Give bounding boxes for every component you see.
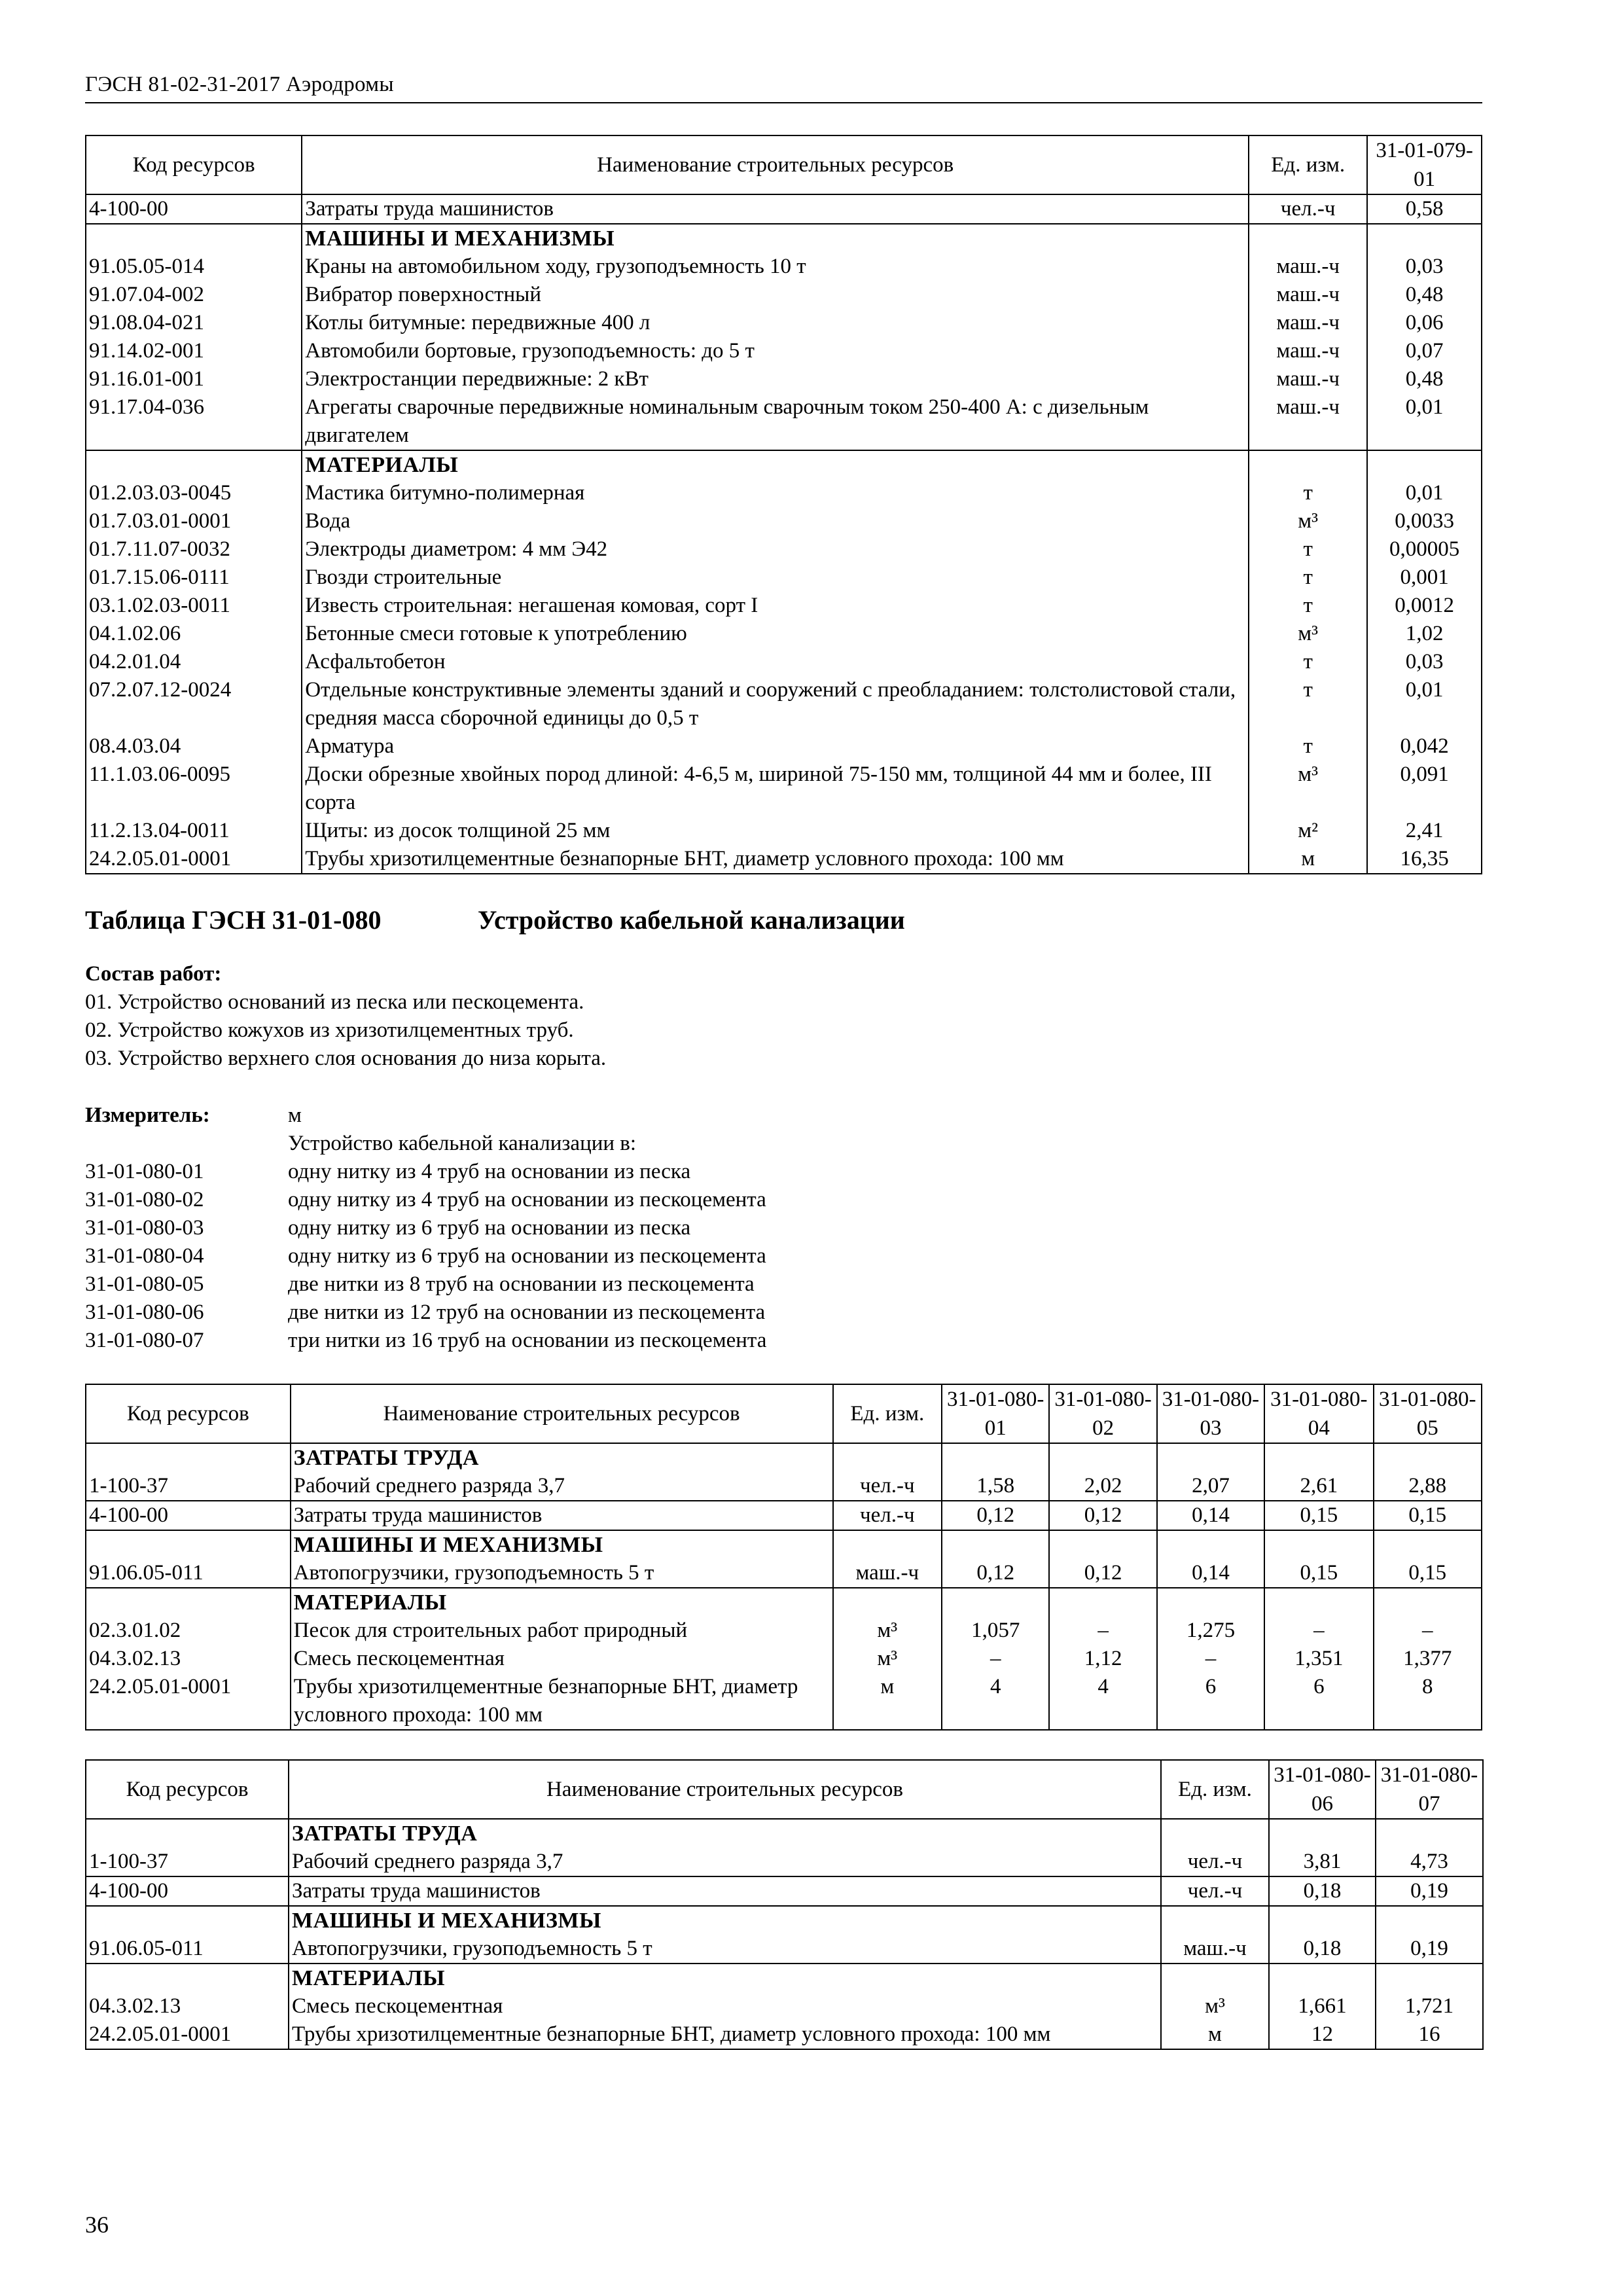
rate-value: [1264, 1530, 1373, 1559]
rate-value: 4,73: [1376, 1848, 1483, 1876]
rate-value: [1269, 1906, 1376, 1935]
rate-value: 1,58: [942, 1472, 1049, 1501]
resource-code: 24.2.05.01-0001: [86, 2020, 289, 2049]
unit-of-measure: м: [1161, 2020, 1269, 2049]
rate-value: 16,35: [1367, 845, 1482, 874]
rate-value: 0,01: [1367, 676, 1482, 732]
table-row: [86, 1848, 1483, 1876]
resource-code: 4-100-00: [86, 194, 302, 224]
table-row: [86, 564, 1482, 592]
rate-value: [942, 1588, 1049, 1617]
unit-of-measure: чел.-ч: [1161, 1876, 1269, 1906]
unit-of-measure: м³: [833, 1617, 942, 1645]
rate-value: 0,19: [1376, 1935, 1483, 1964]
resource-code: [86, 1964, 289, 1992]
rate-value: 0,15: [1264, 1501, 1373, 1530]
column-header-rate: 31-01-080-01: [942, 1384, 1049, 1443]
measurer-item-text: одну нитку из 4 труб на основании из песка: [288, 1159, 691, 1183]
section-row: [86, 1964, 1483, 1992]
rate-value: 2,41: [1367, 817, 1482, 845]
column-header-rate: 31-01-080-05: [1374, 1384, 1482, 1443]
resource-code: 01.7.15.06-0111: [86, 564, 302, 592]
rate-value: 0,12: [1049, 1501, 1156, 1530]
rate-value: 0,12: [942, 1559, 1049, 1588]
rate-value: 8: [1374, 1673, 1482, 1730]
resource-name: Трубы хризотилцементные безнапорные БНТ, диаметр условного прохода: 100 мм: [289, 2020, 1161, 2049]
column-header-unit: Ед. изм.: [1161, 1760, 1269, 1819]
column-header-rate: 31-01-079-01: [1367, 135, 1482, 194]
column-header-rate: 31-01-080-06: [1269, 1760, 1376, 1819]
section-row: [86, 1588, 1482, 1617]
rate-value: [942, 1443, 1049, 1472]
unit-of-measure: маш.-ч: [1161, 1935, 1269, 1964]
rate-value: 0,12: [942, 1501, 1049, 1530]
rate-value: 12: [1269, 2020, 1376, 2049]
resource-code: 91.07.04-002: [86, 281, 302, 309]
resource-name: Известь строительная: негашеная комовая, сорт I: [302, 592, 1249, 620]
rate-value: 2,02: [1049, 1472, 1156, 1501]
resource-code: 91.06.05-011: [86, 1559, 291, 1588]
rate-value: [1269, 1819, 1376, 1848]
section-row: [86, 450, 1482, 479]
resources-table-079: [85, 135, 1482, 874]
unit-of-measure: м³: [1249, 507, 1367, 535]
resource-name: Мастика битумно-полимерная: [302, 479, 1249, 507]
table-row: [86, 592, 1482, 620]
resource-code: [86, 1906, 289, 1935]
resource-name: Рабочий среднего разряда 3,7: [289, 1848, 1161, 1876]
column-header-name: Наименование строительных ресурсов: [289, 1760, 1161, 1819]
measurer-item-text: две нитки из 12 труб на основании из пескоцемента: [288, 1300, 766, 1324]
resource-name: Асфальтобетон: [302, 648, 1249, 676]
unit-of-measure: т: [1249, 535, 1367, 564]
table-header-row: [86, 1384, 1482, 1443]
rate-value: 1,721: [1376, 1992, 1483, 2020]
resource-code: 08.4.03.04: [86, 732, 302, 761]
rate-value: –: [1157, 1645, 1264, 1673]
column-header-name: Наименование строительных ресурсов: [302, 135, 1249, 194]
unit-of-measure: маш.-ч: [1249, 253, 1367, 281]
table-row: [86, 194, 1482, 224]
rate-value: 1,661: [1269, 1992, 1376, 2020]
resource-code: 91.16.01-001: [86, 365, 302, 393]
rate-value: 0,48: [1367, 365, 1482, 393]
measurer-item: [85, 1158, 1482, 1186]
rate-value: 2,61: [1264, 1472, 1373, 1501]
unit-of-measure: м³: [833, 1645, 942, 1673]
section-title: ЗАТРАТЫ ТРУДА: [291, 1443, 833, 1472]
unit-of-measure: чел.-ч: [833, 1472, 942, 1501]
resource-code: 07.2.07.12-0024: [86, 676, 302, 732]
unit-of-measure: [1249, 224, 1367, 253]
rate-value: 0,03: [1367, 648, 1482, 676]
unit-of-measure: маш.-ч: [1249, 393, 1367, 450]
resource-name: Трубы хризотилцементные безнапорные БНТ, диаметр условного прохода: 100 мм: [302, 845, 1249, 874]
rate-value: [1376, 1819, 1483, 1848]
section-title: ЗАТРАТЫ ТРУДА: [289, 1819, 1161, 1848]
rate-value: 0,00005: [1367, 535, 1482, 564]
rate-value: [942, 1530, 1049, 1559]
section-title: МАТЕРИАЛЫ: [291, 1588, 833, 1617]
unit-of-measure: м³: [1249, 761, 1367, 817]
rate-value: 0,12: [1049, 1559, 1156, 1588]
table-row: [86, 620, 1482, 648]
rate-value: 2,07: [1157, 1472, 1264, 1501]
table-row: [86, 732, 1482, 761]
unit-of-measure: маш.-ч: [1249, 281, 1367, 309]
measurer-label: Измеритель:: [85, 1103, 210, 1127]
unit-of-measure: [833, 1443, 942, 1472]
unit-of-measure: м: [1249, 845, 1367, 874]
measurer-item: [85, 1270, 1482, 1299]
rate-value: 1,377: [1374, 1645, 1482, 1673]
column-header-rate: 31-01-080-04: [1264, 1384, 1373, 1443]
resource-name: Смесь пескоцементная: [289, 1992, 1161, 2020]
measurer-item-text: одну нитку из 6 труб на основании из пескоцемента: [288, 1244, 766, 1268]
resource-code: [86, 1588, 291, 1617]
resource-code: 24.2.05.01-0001: [86, 1673, 291, 1730]
table-row: [86, 2020, 1483, 2049]
resource-name: Затраты труда машинистов: [302, 194, 1249, 224]
rate-value: 0,042: [1367, 732, 1482, 761]
measurer-item-text: одну нитку из 4 труб на основании из пескоцемента: [288, 1187, 766, 1211]
resource-code: 4-100-00: [86, 1876, 289, 1906]
resource-name: Гвозди строительные: [302, 564, 1249, 592]
resource-name: Отдельные конструктивные элементы зданий и сооружений с преобладанием: толстолистовой стали, средняя масса сборочной единицы до 0,5 т: [302, 676, 1249, 732]
resource-code: 91.14.02-001: [86, 337, 302, 365]
resource-name: Рабочий среднего разряда 3,7: [291, 1472, 833, 1501]
section-row: [86, 1443, 1482, 1472]
resource-code: 91.08.04-021: [86, 309, 302, 337]
section-title: МАТЕРИАЛЫ: [289, 1964, 1161, 1992]
table-row: [86, 817, 1482, 845]
unit-of-measure: чел.-ч: [833, 1501, 942, 1530]
rate-value: 0,01: [1367, 479, 1482, 507]
unit-of-measure: [1161, 1819, 1269, 1848]
resource-code: 4-100-00: [86, 1501, 291, 1530]
measurer-row: [85, 1102, 1482, 1130]
rate-value: 0,14: [1157, 1501, 1264, 1530]
unit-of-measure: [833, 1588, 942, 1617]
table-row: [86, 1935, 1483, 1964]
resource-code: 03.1.02.03-0011: [86, 592, 302, 620]
resource-name: Бетонные смеси готовые к употреблению: [302, 620, 1249, 648]
rate-value: 1,12: [1049, 1645, 1156, 1673]
column-header-code: Код ресурсов: [86, 1760, 289, 1819]
resource-code: [86, 224, 302, 253]
resource-code: 91.17.04-036: [86, 393, 302, 450]
unit-of-measure: [833, 1530, 942, 1559]
work-composition: [85, 960, 1482, 1073]
unit-of-measure: м³: [1249, 620, 1367, 648]
measurer-item-text: две нитки из 8 труб на основании из пескоцемента: [288, 1272, 755, 1296]
running-header: ГЭСН 81-02-31-2017 Аэродромы: [85, 72, 1482, 103]
unit-of-measure: маш.-ч: [1249, 365, 1367, 393]
table-row: [86, 761, 1482, 817]
measurer-item-code: 31-01-080-07: [85, 1328, 204, 1352]
rate-value: [1374, 1588, 1482, 1617]
section-row: [86, 1530, 1482, 1559]
rate-value: [1049, 1588, 1156, 1617]
table-row: [86, 1673, 1482, 1730]
rate-value: 1,057: [942, 1617, 1049, 1645]
column-header-unit: Ед. изм.: [833, 1384, 942, 1443]
rate-value: 0,15: [1374, 1559, 1482, 1588]
table-row: [86, 309, 1482, 337]
resource-code: 01.2.03.03-0045: [86, 479, 302, 507]
rate-value: 3,81: [1269, 1848, 1376, 1876]
measurer-item: [85, 1242, 1482, 1270]
resource-code: 02.3.01.02: [86, 1617, 291, 1645]
section-title: МАТЕРИАЛЫ: [302, 450, 1249, 479]
rate-value: 0,06: [1367, 309, 1482, 337]
resource-name: Затраты труда машинистов: [289, 1876, 1161, 1906]
resource-code: 24.2.05.01-0001: [86, 845, 302, 874]
resource-code: 91.05.05-014: [86, 253, 302, 281]
measurer-item: [85, 1299, 1482, 1327]
rate-value: 16: [1376, 2020, 1483, 2049]
resource-name: Арматура: [302, 732, 1249, 761]
unit-of-measure: [1161, 1964, 1269, 1992]
resource-name: Вибратор поверхностный: [302, 281, 1249, 309]
resource-code: 04.1.02.06: [86, 620, 302, 648]
column-header-rate: 31-01-080-02: [1049, 1384, 1156, 1443]
section-title: МАШИНЫ И МЕХАНИЗМЫ: [289, 1906, 1161, 1935]
section-title: МАШИНЫ И МЕХАНИЗМЫ: [302, 224, 1249, 253]
resource-code: [86, 1530, 291, 1559]
section-row: [86, 1819, 1483, 1848]
table-row: [86, 281, 1482, 309]
resource-name: Электростанции передвижные: 2 кВт: [302, 365, 1249, 393]
table-title-name: Устройство кабельной канализации: [478, 905, 905, 935]
rate-value: 6: [1264, 1673, 1373, 1730]
unit-of-measure: т: [1249, 648, 1367, 676]
rate-value: 0,001: [1367, 564, 1482, 592]
composition-item: 01. Устройство оснований из песка или пескоцемента.: [85, 990, 584, 1014]
measurer-item: [85, 1214, 1482, 1242]
unit-of-measure: т: [1249, 592, 1367, 620]
measurer-unit: м: [288, 1103, 302, 1127]
rate-value: [1264, 1443, 1373, 1472]
resource-code: 04.2.01.04: [86, 648, 302, 676]
resource-code: [86, 1443, 291, 1472]
table-row: [86, 1992, 1483, 2020]
table-header-row: [86, 1760, 1483, 1819]
rate-value: [1157, 1588, 1264, 1617]
measurer-item-code: 31-01-080-03: [85, 1215, 204, 1240]
page-number: 36: [85, 2212, 109, 2238]
measurer-item-text: три нитки из 16 труб на основании из пескоцемента: [288, 1328, 767, 1352]
rate-value: 1,275: [1157, 1617, 1264, 1645]
measurer-block: [85, 1102, 1482, 1355]
measurer-item: [85, 1186, 1482, 1214]
resource-name: Автомобили бортовые, грузоподъемность: до 5 т: [302, 337, 1249, 365]
unit-of-measure: маш.-ч: [1249, 337, 1367, 365]
rate-value: 2,88: [1374, 1472, 1482, 1501]
rate-value: [1374, 1530, 1482, 1559]
resource-code: 04.3.02.13: [86, 1645, 291, 1673]
resource-code: 01.7.03.01-0001: [86, 507, 302, 535]
resource-name: Котлы битумные: передвижные 400 л: [302, 309, 1249, 337]
resource-code: [86, 450, 302, 479]
unit-of-measure: т: [1249, 732, 1367, 761]
table-row: [86, 845, 1482, 874]
column-header-code: Код ресурсов: [86, 135, 302, 194]
composition-item: 03. Устройство верхнего слоя основания до низа корыта.: [85, 1046, 607, 1070]
rate-value: 0,01: [1367, 393, 1482, 450]
unit-of-measure: м³: [1161, 1992, 1269, 2020]
resources-table-080-a: [85, 1384, 1482, 1731]
unit-of-measure: маш.-ч: [1249, 309, 1367, 337]
rate-value: [1374, 1443, 1482, 1472]
rate-value: 4: [942, 1673, 1049, 1730]
rate-value: –: [942, 1645, 1049, 1673]
rate-value: 0,18: [1269, 1935, 1376, 1964]
rate-value: 0,07: [1367, 337, 1482, 365]
table-row: [86, 1617, 1482, 1645]
rate-value: [1376, 1964, 1483, 1992]
section-row: [86, 1906, 1483, 1935]
section-title: МАШИНЫ И МЕХАНИЗМЫ: [291, 1530, 833, 1559]
measurer-item-code: 31-01-080-05: [85, 1272, 204, 1296]
measurer-intro-row: [85, 1130, 1482, 1158]
document-page: [85, 72, 1482, 2050]
unit-of-measure: т: [1249, 676, 1367, 732]
resource-code: 11.1.03.06-0095: [86, 761, 302, 817]
resource-name: Смесь пескоцементная: [291, 1645, 833, 1673]
rate-value: 4: [1049, 1673, 1156, 1730]
unit-of-measure: т: [1249, 564, 1367, 592]
rate-value: 0,19: [1376, 1876, 1483, 1906]
table-header-row: [86, 135, 1482, 194]
resource-code: 01.7.11.07-0032: [86, 535, 302, 564]
rate-value: [1049, 1443, 1156, 1472]
column-header-rate: 31-01-080-03: [1157, 1384, 1264, 1443]
table-row: [86, 676, 1482, 732]
rate-value: [1269, 1964, 1376, 1992]
rate-value: 0,58: [1367, 194, 1482, 224]
resource-code: 11.2.13.04-0011: [86, 817, 302, 845]
measurer-item-code: 31-01-080-01: [85, 1159, 204, 1183]
section-row: [86, 224, 1482, 253]
table-row: [86, 365, 1482, 393]
rate-value: 6: [1157, 1673, 1264, 1730]
table-row: [86, 1876, 1483, 1906]
resource-name: Песок для строительных работ природный: [291, 1617, 833, 1645]
table-row: [86, 1501, 1482, 1530]
column-header-unit: Ед. изм.: [1249, 135, 1367, 194]
rate-value: 0,0033: [1367, 507, 1482, 535]
resource-name: Электроды диаметром: 4 мм Э42: [302, 535, 1249, 564]
unit-of-measure: маш.-ч: [833, 1559, 942, 1588]
rate-value: 0,14: [1157, 1559, 1264, 1588]
rate-value: [1049, 1530, 1156, 1559]
unit-of-measure: м²: [1249, 817, 1367, 845]
rate-value: –: [1264, 1617, 1373, 1645]
unit-of-measure: т: [1249, 479, 1367, 507]
resource-name: Доски обрезные хвойных пород длиной: 4-6,5 м, шириной 75-150 мм, толщиной 44 мм и более, III сорта: [302, 761, 1249, 817]
rate-value: 0,091: [1367, 761, 1482, 817]
rate-value: 0,15: [1374, 1501, 1482, 1530]
rate-value: 0,0012: [1367, 592, 1482, 620]
table-row: [86, 648, 1482, 676]
table-row: [86, 479, 1482, 507]
unit-of-measure: [1161, 1906, 1269, 1935]
table-row: [86, 337, 1482, 365]
rate-value: 1,02: [1367, 620, 1482, 648]
table-row: [86, 1645, 1482, 1673]
resource-name: Краны на автомобильном ходу, грузоподъемность 10 т: [302, 253, 1249, 281]
measurer-item-code: 31-01-080-04: [85, 1244, 204, 1268]
table-row: [86, 507, 1482, 535]
measurer-item-text: одну нитку из 6 труб на основании из песка: [288, 1215, 691, 1240]
measurer-intro: Устройство кабельной канализации в:: [288, 1131, 637, 1155]
rate-value: 1,351: [1264, 1645, 1373, 1673]
rate-value: [1376, 1906, 1483, 1935]
composition-label: Состав работ:: [85, 961, 222, 986]
rate-value: 0,15: [1264, 1559, 1373, 1588]
resource-name: Агрегаты сварочные передвижные номинальным сварочным током 250-400 А: с дизельным двигателем: [302, 393, 1249, 450]
rate-value: [1367, 224, 1482, 253]
resource-name: Автопогрузчики, грузоподъемность 5 т: [289, 1935, 1161, 1964]
column-header-name: Наименование строительных ресурсов: [291, 1384, 833, 1443]
measurer-item-code: 31-01-080-06: [85, 1300, 204, 1324]
rate-value: –: [1049, 1617, 1156, 1645]
unit-of-measure: чел.-ч: [1161, 1848, 1269, 1876]
rate-value: –: [1374, 1617, 1482, 1645]
column-header-rate: 31-01-080-07: [1376, 1760, 1483, 1819]
resource-code: 91.06.05-011: [86, 1935, 289, 1964]
rate-value: 0,18: [1269, 1876, 1376, 1906]
resource-code: 04.3.02.13: [86, 1992, 289, 2020]
column-header-code: Код ресурсов: [86, 1384, 291, 1443]
resources-table-080-b: [85, 1759, 1484, 2050]
rate-value: 0,48: [1367, 281, 1482, 309]
resource-name: Автопогрузчики, грузоподъемность 5 т: [291, 1559, 833, 1588]
resource-code: [86, 1819, 289, 1848]
unit-of-measure: [1249, 450, 1367, 479]
table-row: [86, 393, 1482, 450]
resource-name: Щиты: из досок толщиной 25 мм: [302, 817, 1249, 845]
unit-of-measure: м: [833, 1673, 942, 1730]
table-row: [86, 535, 1482, 564]
resource-code: 1-100-37: [86, 1848, 289, 1876]
table-row: [86, 1472, 1482, 1501]
resource-code: 1-100-37: [86, 1472, 291, 1501]
composition-item: 02. Устройство кожухов из хризотилцементных труб.: [85, 1018, 574, 1042]
resource-name: Трубы хризотилцементные безнапорные БНТ, диаметр условного прохода: 100 мм: [291, 1673, 833, 1730]
measurer-item: [85, 1327, 1482, 1355]
rate-value: [1157, 1443, 1264, 1472]
table-row: [86, 253, 1482, 281]
unit-of-measure: чел.-ч: [1249, 194, 1367, 224]
resource-name: Затраты труда машинистов: [291, 1501, 833, 1530]
resource-name: Вода: [302, 507, 1249, 535]
table-title: [85, 905, 1482, 935]
rate-value: 0,03: [1367, 253, 1482, 281]
rate-value: [1367, 450, 1482, 479]
measurer-item-code: 31-01-080-02: [85, 1187, 204, 1211]
table-title-number: Таблица ГЭСН 31-01-080: [85, 905, 382, 935]
rate-value: [1264, 1588, 1373, 1617]
table-row: [86, 1559, 1482, 1588]
rate-value: [1157, 1530, 1264, 1559]
